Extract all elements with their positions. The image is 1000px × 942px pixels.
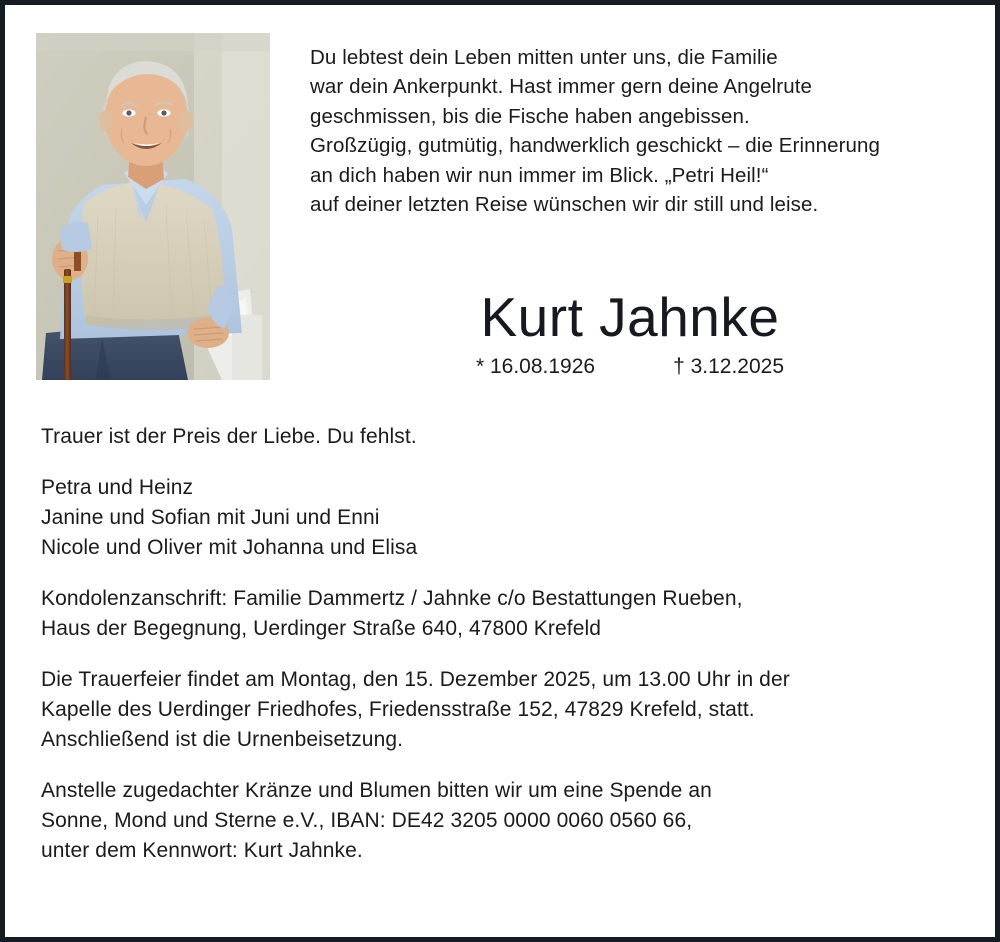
memorial-poem: [310, 43, 950, 219]
mourner-line: Janine und Sofian mit Juni und Enni: [41, 506, 380, 529]
poem-line: Du lebtest dein Leben mitten unter uns, die Familie: [310, 46, 778, 69]
motto-line: Trauer ist der Preis der Liebe. Du fehlst.: [41, 425, 417, 448]
condolence-address-line: Haus der Begegnung, Uerdinger Straße 640, 47800 Krefeld: [41, 617, 602, 640]
funeral-service-line: Die Trauerfeier findet am Montag, den 15. Dezember 2025, um 13.00 Uhr in der: [41, 668, 790, 691]
funeral-service-line: Anschließend ist die Urnenbeisetzung.: [41, 728, 404, 751]
donation-line: unter dem Kennwort: Kurt Jahnke.: [41, 839, 363, 862]
poem-line: war dein Ankerpunkt. Hast immer gern deine Angelrute: [310, 75, 813, 99]
death-date: † 3.12.2025: [673, 355, 785, 378]
condolence-address-line: Kondolenzanschrift: Familie Dammertz / Jahnke c/o Bestattungen Rueben,: [41, 587, 743, 610]
poem-line: auf deiner letzten Reise wünschen wir dir still und leise.: [310, 193, 819, 217]
notice-body: [41, 422, 971, 887]
poem-line: an dich haben wir nun immer im Blick. „Petri Heil!“: [310, 163, 769, 187]
poem-line: Großzügig, gutmütig, handwerklich geschickt – die Erinnerung: [310, 134, 881, 158]
birth-date: * 16.08.1926: [475, 355, 596, 378]
obituary-card: [5, 5, 995, 937]
portrait-illustration: [36, 33, 270, 380]
mourner-line: Nicole und Oliver mit Johanna und Elisa: [41, 536, 418, 559]
donation-line: Sonne, Mond und Sterne e.V., IBAN: DE42 3205 0000 0060 0560 66,: [41, 809, 693, 832]
funeral-service-line: Kapelle des Uerdinger Friedhofes, Friedensstraße 152, 47829 Krefeld, statt.: [41, 698, 755, 721]
life-dates: [285, 354, 975, 380]
poem-line: geschmissen, bis die Fische haben angebissen.: [310, 104, 750, 128]
deceased-name: Kurt Jahnke: [480, 286, 780, 348]
name-block: [285, 287, 975, 380]
donation-line: Anstelle zugedachter Kränze und Blumen bitten wir um eine Spende an: [41, 779, 712, 802]
deceased-portrait-photo: [36, 33, 270, 380]
mourner-line: Petra und Heinz: [41, 476, 194, 499]
